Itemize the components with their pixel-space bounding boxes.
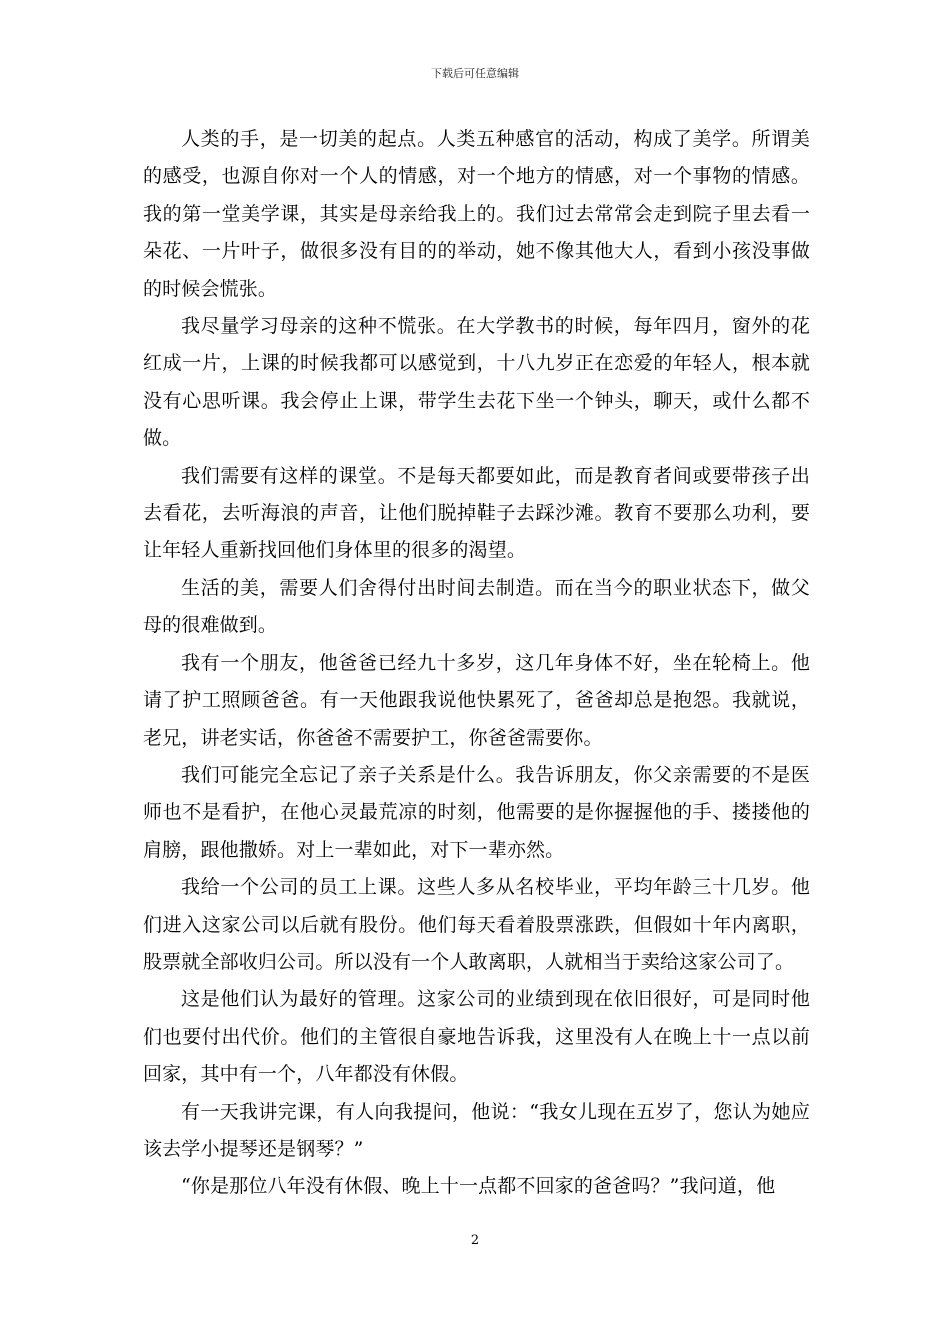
paragraph: “你是那位八年没有休假、晚上十一点都不回家的爸爸吗？”我问道，他	[181, 1175, 776, 1198]
paragraph: 我尽量学习母亲的这种不慌张。在大学教书的时候，每年四月，窗外的花红成一片，上课的时候我都可以感觉到，十八九岁正在恋爱的年轻人，根本就没有心思听课。我会停止上课，带学生去花下坐一个钟头，聊天，或什么都不做。	[143, 315, 810, 450]
paragraph: 我们需要有这样的课堂。不是每天都要如此，而是教育者间或要带孩子出去看花，去听海浪的声音，让他们脱掉鞋子去踩沙滩。教育不要那么功利，要让年轻人重新找回他们身体里的很多的渴望。	[143, 464, 810, 562]
document-body	[143, 121, 810, 1206]
paragraph: 我给一个公司的员工上课。这些人多从名校毕业，平均年龄三十几岁。他们进入这家公司以后就有股份。他们每天看着股票涨跌，但假如十年内离职，股票就全部收归公司。所以没有一个人敢离职，人就相当于卖给这家公司了。	[143, 876, 810, 973]
paragraph: 我有一个朋友，他爸爸已经九十多岁，这几年身体不好，坐在轮椅上。他请了护工照顾爸爸。有一天他跟我说他快累死了，爸爸却总是抱怨。我就说，老兄，讲老实话，你爸爸不需要护工，你爸爸需要你。	[143, 651, 810, 749]
paragraph: 有一天我讲完课，有人向我提问，他说：“我女儿现在五岁了，您认为她应该去学小提琴还是钢琴？”	[143, 1100, 810, 1160]
paragraph: 人类的手，是一切美的起点。人类五种感官的活动，构成了美学。所谓美的感受，也源自你对一个人的情感，对一个地方的情感，对一个事物的情感。我的第一堂美学课，其实是母亲给我上的。我们过去常常会走到院子里去看一朵花、一片叶子，做很多没有目的的举动，她不像其他大人，看到小孩没事做的时候会慌张。	[143, 128, 810, 300]
page-number: 2	[470, 1233, 480, 1248]
paragraph: 生活的美，需要人们舍得付出时间去制造。而在当今的职业状态下，做父母的很难做到。	[143, 576, 810, 637]
paragraph: 这是他们认为最好的管理。这家公司的业绩到现在依旧很好，可是同时他们也要付出代价。他们的主管很自豪地告诉我，这里没有人在晚上十一点以前回家，其中有一个，八年都没有休假。	[143, 988, 810, 1086]
page-header: 下载后可任意编辑	[431, 67, 519, 80]
paragraph: 我们可能完全忘记了亲子关系是什么。我告诉朋友，你父亲需要的不是医师也不是看护，在他心灵最荒凉的时刻，他需要的是你握握他的手、搂搂他的肩膀，跟他撒娇。对上一辈如此，对下一辈亦然。	[143, 763, 810, 861]
